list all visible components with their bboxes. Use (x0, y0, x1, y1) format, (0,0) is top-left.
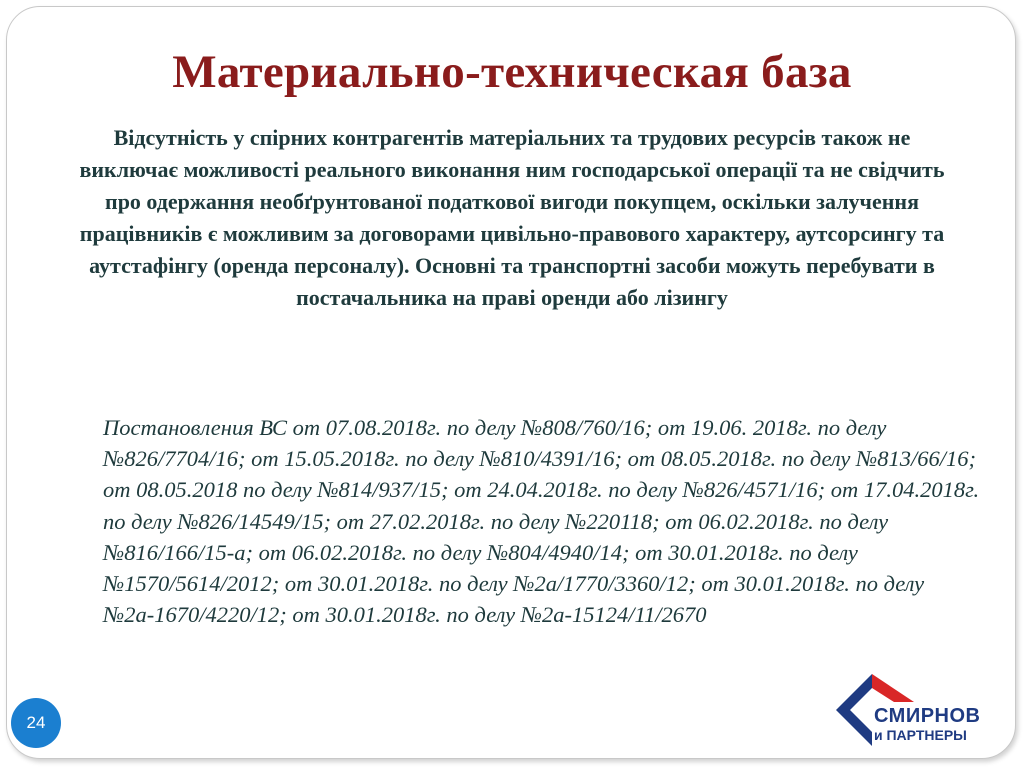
page-number-badge (11, 698, 61, 748)
slide-title: Материально-техническая база (172, 46, 852, 98)
logo-text-line1: СМИРНОВ (874, 705, 981, 727)
company-logo (828, 668, 998, 748)
slide (6, 6, 1016, 759)
court-references: Постановления ВС от 07.08.2018г. по делу №808/760/16; от 19.06. 2018г. по делу №826/7704/16; от 15.05.2018г. по делу №810/4391/16; от 08.05.2018г. по делу №813/66/16; от 08.05.2018 по делу №814/937/15; от 24.04.2018г. по делу №826/4571/16; от 17.04.2018г. по делу №826/14549/15; от 27.02.2018г. по делу №220118; от 06.02.2018г. по делу №816/166/15-а; от 06.02.2018г. по делу №804/4940/14; от 30.01.2018г. по делу №1570/5614/2012; от 30.01.2018г. по делу №2а/1770/3360/12; от 30.01.2018г. по делу №2а-1670/4220/12; от 30.01.2018г. по делу №2а-15124/11/2670 (103, 415, 980, 628)
logo-text-line2: и ПАРТНЕРЫ (874, 727, 967, 743)
page-number: 24 (26, 713, 46, 732)
intro-paragraph: Відсутність у спірних контрагентів матеріальних та трудових ресурсів також не виключає можливості реального виконання ним господарської операції та не свідчить про одержання необґрунтованої податкової вигоди покупцем, оскільки залучення працівників є можливим за договорами цивільно-правового характеру, аутсорсингу та аутстафінгу (оренда персоналу). Основні та транспортні засоби можуть перебувати в постачальника на праві оренди або лізингу (79, 125, 945, 310)
